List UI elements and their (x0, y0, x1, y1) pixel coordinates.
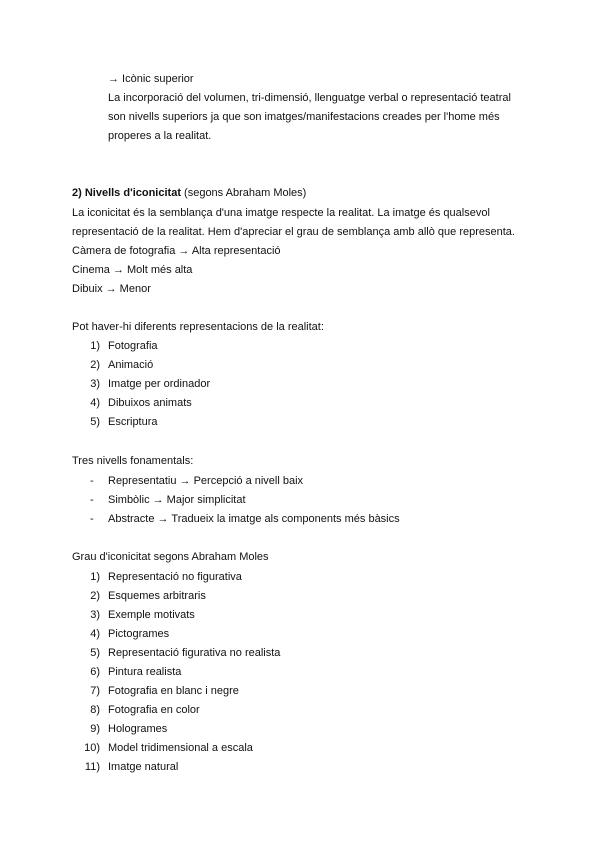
list-intro: Grau d'iconicitat segons Abraham Moles (72, 551, 269, 563)
paragraph-line: La incorporació del volumen, tri-dimensió, llenguatge verbal o representació teatral (108, 92, 511, 104)
paragraph-line: La iconicitat és la semblança d'una imatge respecte la realitat. La imatge és qualsevol (72, 207, 490, 219)
paragraph-line: son nivells superiors ja que son imatges/manifestacions creades per l'home més (108, 111, 500, 123)
subheading-iconic-superior: → Icònic superior (108, 73, 194, 85)
section-title-rest: (segons Abraham Moles) (180, 187, 307, 199)
paragraph-line: properes a la realitat. (108, 130, 212, 142)
comparison-line: Dibuix → Menor (72, 283, 151, 295)
comparison-line: Càmera de fotografia → Alta representació (72, 245, 281, 257)
section-title (72, 186, 306, 200)
list-intro: Pot haver-hi diferents representacions de la realitat: (72, 321, 324, 333)
bullet-dash: - (90, 513, 94, 525)
section-title-bold: 2) Nivells d'iconicitat (72, 187, 181, 199)
bullet-dash: - (90, 475, 94, 487)
list-intro: Tres nivells fonamentals: (72, 455, 194, 467)
paragraph-line: representació de la realitat. Hem d'apreciar el grau de semblança amb allò que representa. (72, 226, 515, 238)
bullet-dash: - (90, 494, 94, 506)
comparison-line: Cinema → Molt més alta (72, 264, 193, 276)
